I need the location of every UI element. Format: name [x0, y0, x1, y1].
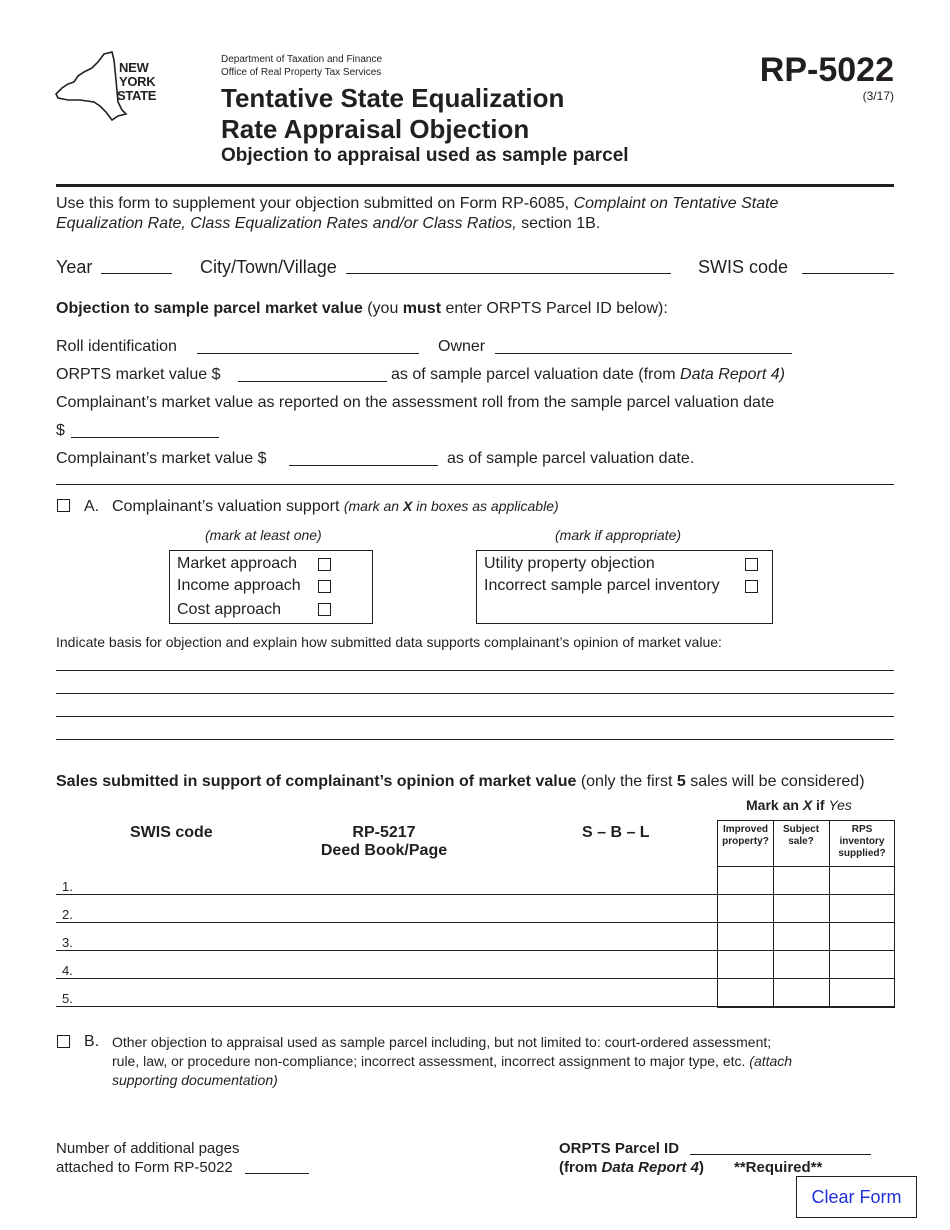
- explain-basis-label: Indicate basis for objection and explain how submitted data supports complainant’s opinion of market value:: [56, 634, 722, 650]
- city-town-village-label: City/Town/Village: [200, 257, 337, 277]
- intro-line-1: [56, 195, 778, 213]
- sales-heading-rest-2: sales will be considered): [685, 773, 865, 790]
- sales-row-3-number: 3.: [62, 935, 73, 950]
- logo-word-new: NEW: [119, 60, 149, 75]
- explanation-line-3[interactable]: [56, 716, 894, 717]
- sales-row-4-number: 4.: [62, 963, 73, 978]
- section-divider-1: [56, 484, 894, 485]
- swis-code-field[interactable]: [802, 273, 894, 274]
- complainant-roll-value-field[interactable]: [71, 437, 219, 438]
- utility-property-label: Utility property objection: [484, 555, 655, 572]
- col-header-rp5217: [310, 824, 458, 860]
- mark-mid: if: [812, 797, 829, 813]
- intro-text-1-italic: Complaint on Tentative State: [573, 195, 779, 212]
- objection-heading-must: must: [402, 300, 442, 317]
- col-header-rp5217-line2: Deed Book/Page: [320, 842, 448, 859]
- sales-row-1-line[interactable]: [56, 894, 894, 895]
- form-title-line-1: Tentative State Equalization: [221, 83, 565, 113]
- sales-row-1-number: 1.: [62, 879, 73, 894]
- complainant-roll-value-label: Complainant’s market value as reported on the assessment roll from the sample parcel valuation date: [56, 394, 775, 411]
- required-note: **Required**: [734, 1159, 823, 1176]
- income-approach-checkbox[interactable]: [318, 580, 331, 593]
- section-a-checkbox[interactable]: [57, 499, 70, 512]
- section-a-note-pre: (mark an: [343, 498, 403, 514]
- city-town-village-field[interactable]: [346, 273, 671, 274]
- section-b-line-1: Other objection to appraisal used as sample parcel including, but not limited to: court-ordered assessment;: [112, 1034, 772, 1050]
- utility-property-checkbox[interactable]: [745, 558, 758, 571]
- objection-heading-rest-2: enter ORPTS Parcel ID below):: [441, 300, 668, 317]
- owner-field[interactable]: [495, 353, 792, 354]
- department-line-1: Department of Taxation and Finance: [221, 54, 383, 65]
- col-header-improved: Improved property?: [722, 824, 769, 847]
- section-b-checkbox[interactable]: [57, 1035, 70, 1048]
- sales-heading-five: 5: [676, 773, 686, 790]
- additional-pages-field[interactable]: [245, 1173, 309, 1174]
- orpts-market-value-field[interactable]: [238, 381, 387, 382]
- sales-row-top-1: [717, 866, 894, 867]
- additional-pages-line-1: Number of additional pages: [56, 1140, 240, 1157]
- explanation-line-4[interactable]: [56, 739, 894, 740]
- section-b-letter: B.: [84, 1033, 100, 1050]
- explanation-line-2[interactable]: [56, 693, 894, 694]
- explanation-line-1[interactable]: [56, 670, 894, 671]
- incorrect-inventory-checkbox[interactable]: [745, 580, 758, 593]
- orpts-parcel-id-field[interactable]: [690, 1154, 871, 1155]
- orpts-market-value-label: ORPTS market value $: [56, 366, 221, 383]
- col-header-subject-sale: Subject sale?: [782, 824, 820, 847]
- mark-pre: Mark an: [746, 797, 803, 813]
- logo-word-york: YORK: [119, 74, 156, 89]
- dollar-sign: $: [56, 422, 65, 439]
- market-approach-label: Market approach: [177, 555, 298, 572]
- from-pre: (from: [559, 1159, 602, 1176]
- col-header-sbl: S – B – L: [582, 824, 650, 841]
- section-a-letter: A.: [84, 498, 100, 515]
- col-header-swis-code: SWIS code: [130, 824, 213, 841]
- objection-heading-bold: Objection to sample parcel market value: [56, 300, 363, 317]
- market-approach-checkbox[interactable]: [318, 558, 331, 571]
- col-header-rp5217-line1: RP-5217: [352, 824, 416, 841]
- section-b-line-3: supporting documentation): [112, 1072, 278, 1088]
- complainant-market-value-suffix: as of sample parcel valuation date.: [447, 450, 695, 467]
- sales-row-3-line[interactable]: [56, 950, 894, 951]
- clear-form-button[interactable]: [796, 1176, 917, 1218]
- objection-heading-rest-1: (you: [362, 300, 403, 317]
- col-header-rps-inventory: RPS inventory supplied?: [838, 824, 886, 859]
- cost-approach-checkbox[interactable]: [318, 603, 331, 616]
- sales-row-4-line[interactable]: [56, 978, 894, 979]
- orpts-market-value-suffix: [391, 366, 785, 384]
- additional-pages-line-2: attached to Form RP-5022: [56, 1159, 233, 1176]
- orpts-suffix-italic: Data Report 4): [680, 366, 785, 383]
- section-a-label: Complainant’s valuation support: [112, 498, 340, 515]
- intro-text-2-italic: Equalization Rate, Class Equalization Rates and/or Class Ratios,: [56, 215, 517, 232]
- from-post: ): [699, 1159, 705, 1176]
- from-data-report-4: [559, 1159, 704, 1176]
- intro-text-2: section 1B.: [516, 215, 601, 232]
- complainant-market-value-field[interactable]: [289, 465, 438, 466]
- owner-label: Owner: [438, 338, 486, 355]
- sales-row-5-line[interactable]: [56, 1006, 894, 1007]
- section-a-note-x: X: [402, 498, 413, 514]
- intro-text-1: Use this form to supplement your objection submitted on Form RP-6085,: [56, 195, 574, 212]
- income-approach-label: Income approach: [177, 577, 301, 594]
- complainant-market-value-label: Complainant’s market value $: [56, 450, 267, 467]
- section-b-line-2-italic: (attach: [749, 1053, 793, 1069]
- sales-row-5-number: 5.: [62, 991, 73, 1006]
- new-york-state-outline-icon: [56, 52, 126, 120]
- form-revision-date: (3/17): [862, 89, 894, 103]
- intro-line-2: [56, 215, 600, 233]
- logo-word-state: STATE: [117, 88, 157, 103]
- clear-form-label: Clear Form: [811, 1186, 902, 1207]
- mark-x: X: [802, 797, 813, 813]
- sales-heading-rest-1: (only the first: [576, 773, 677, 790]
- header-divider: [56, 184, 894, 187]
- objection-heading: [56, 300, 668, 318]
- mark-yes: Yes: [828, 797, 852, 813]
- left-box-note: (mark at least one): [205, 527, 322, 543]
- right-box-note: (mark if appropriate): [555, 527, 682, 543]
- year-field[interactable]: [101, 273, 172, 274]
- sales-row-2-line[interactable]: [56, 922, 894, 923]
- mark-x-if-yes: [746, 797, 852, 813]
- from-italic: Data Report 4: [601, 1159, 700, 1176]
- section-a-note-post: in boxes as applicable): [412, 498, 559, 514]
- section-b-line-2-text: rule, law, or procedure non-compliance; incorrect assessment, incorrect assignment to major type, etc.: [112, 1053, 750, 1069]
- cost-approach-label: Cost approach: [177, 601, 282, 618]
- orpts-parcel-id-label: ORPTS Parcel ID: [559, 1140, 680, 1157]
- sales-row-2-number: 2.: [62, 907, 73, 922]
- section-a-label-line: [112, 498, 559, 516]
- department-line-2: Office of Real Property Tax Services: [221, 67, 382, 78]
- section-b-line-2: [112, 1053, 792, 1069]
- roll-identification-label: Roll identification: [56, 338, 177, 355]
- form-number: RP-5022: [759, 51, 894, 89]
- sales-heading: [56, 773, 865, 791]
- sales-heading-bold: Sales submitted in support of complainant’s opinion of market value: [56, 773, 577, 790]
- logo-text: [117, 61, 156, 103]
- form-subtitle: Objection to appraisal used as sample parcel: [221, 145, 629, 166]
- roll-identification-field[interactable]: [197, 353, 419, 354]
- section-a-note: [344, 498, 559, 514]
- incorrect-inventory-label: Incorrect sample parcel inventory: [484, 577, 720, 594]
- orpts-suffix-text: as of sample parcel valuation date (from: [391, 366, 681, 383]
- swis-code-label: SWIS code: [698, 257, 789, 277]
- year-label: Year: [56, 257, 93, 277]
- form-title-line-2: Rate Appraisal Objection: [221, 114, 530, 144]
